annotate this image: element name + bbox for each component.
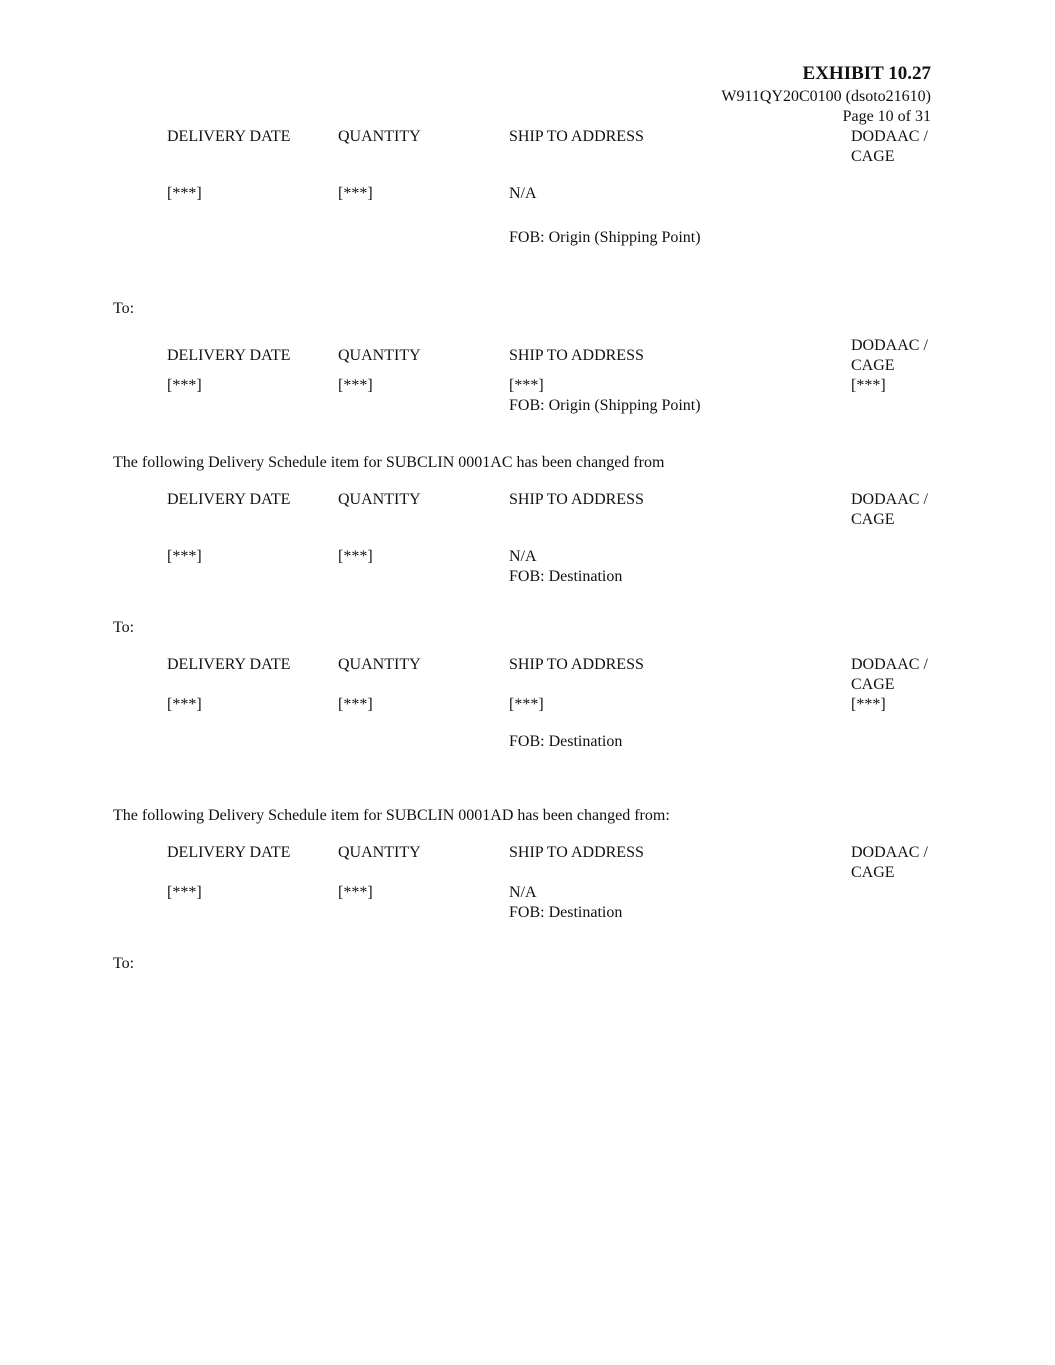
fob-text: FOB: Destination (509, 568, 623, 585)
ship-to-value: N/A (509, 884, 537, 901)
fob-text: FOB: Destination (509, 904, 623, 921)
col-quantity: QUANTITY (338, 656, 421, 673)
quantity-value: [***] (338, 185, 373, 202)
quantity-value: [***] (338, 377, 373, 394)
col-dodaac: DODAAC / (851, 844, 928, 861)
fob-text: FOB: Origin (Shipping Point) (509, 397, 701, 414)
col-cage: CAGE (851, 148, 895, 165)
col-delivery-date: DELIVERY DATE (167, 347, 291, 364)
fob-text: FOB: Origin (Shipping Point) (509, 229, 701, 246)
col-dodaac: DODAAC / (851, 656, 928, 673)
col-dodaac: DODAAC / (851, 491, 928, 508)
col-quantity: QUANTITY (338, 128, 421, 145)
intro-paragraph: The following Delivery Schedule item for SUBCLIN 0001AC has been changed from (113, 454, 665, 471)
col-quantity: QUANTITY (338, 347, 421, 364)
col-ship-to: SHIP TO ADDRESS (509, 128, 644, 145)
delivery-date-value: [***] (167, 696, 202, 713)
quantity-value: [***] (338, 548, 373, 565)
col-ship-to: SHIP TO ADDRESS (509, 347, 644, 364)
delivery-date-value: [***] (167, 185, 202, 202)
to-label: To: (113, 300, 135, 317)
delivery-date-value: [***] (167, 377, 202, 394)
dodaac-value: [***] (851, 377, 886, 394)
ship-to-value: [***] (509, 377, 544, 394)
ship-to-value: [***] (509, 696, 544, 713)
col-dodaac: DODAAC / (851, 128, 928, 145)
col-cage: CAGE (851, 676, 895, 693)
col-dodaac: DODAAC / (851, 337, 928, 354)
fob-text: FOB: Destination (509, 733, 623, 750)
col-ship-to: SHIP TO ADDRESS (509, 656, 644, 673)
col-cage: CAGE (851, 864, 895, 881)
intro-paragraph: The following Delivery Schedule item for SUBCLIN 0001AD has been changed from: (113, 807, 670, 824)
page-number: Page 10 of 31 (842, 108, 931, 125)
col-delivery-date: DELIVERY DATE (167, 491, 291, 508)
ship-to-value: N/A (509, 548, 537, 565)
col-quantity: QUANTITY (338, 491, 421, 508)
dodaac-value: [***] (851, 696, 886, 713)
col-delivery-date: DELIVERY DATE (167, 128, 291, 145)
col-delivery-date: DELIVERY DATE (167, 844, 291, 861)
col-ship-to: SHIP TO ADDRESS (509, 491, 644, 508)
ship-to-value: N/A (509, 185, 537, 202)
contract-number: W911QY20C0100 (dsoto21610) (721, 88, 931, 105)
quantity-value: [***] (338, 884, 373, 901)
to-label: To: (113, 619, 135, 636)
delivery-date-value: [***] (167, 548, 202, 565)
col-quantity: QUANTITY (338, 844, 421, 861)
col-delivery-date: DELIVERY DATE (167, 656, 291, 673)
quantity-value: [***] (338, 696, 373, 713)
delivery-date-value: [***] (167, 884, 202, 901)
exhibit-title: EXHIBIT 10.27 (802, 63, 931, 84)
to-label: To: (113, 955, 135, 972)
col-cage: CAGE (851, 511, 895, 528)
col-ship-to: SHIP TO ADDRESS (509, 844, 644, 861)
col-cage: CAGE (851, 357, 895, 374)
